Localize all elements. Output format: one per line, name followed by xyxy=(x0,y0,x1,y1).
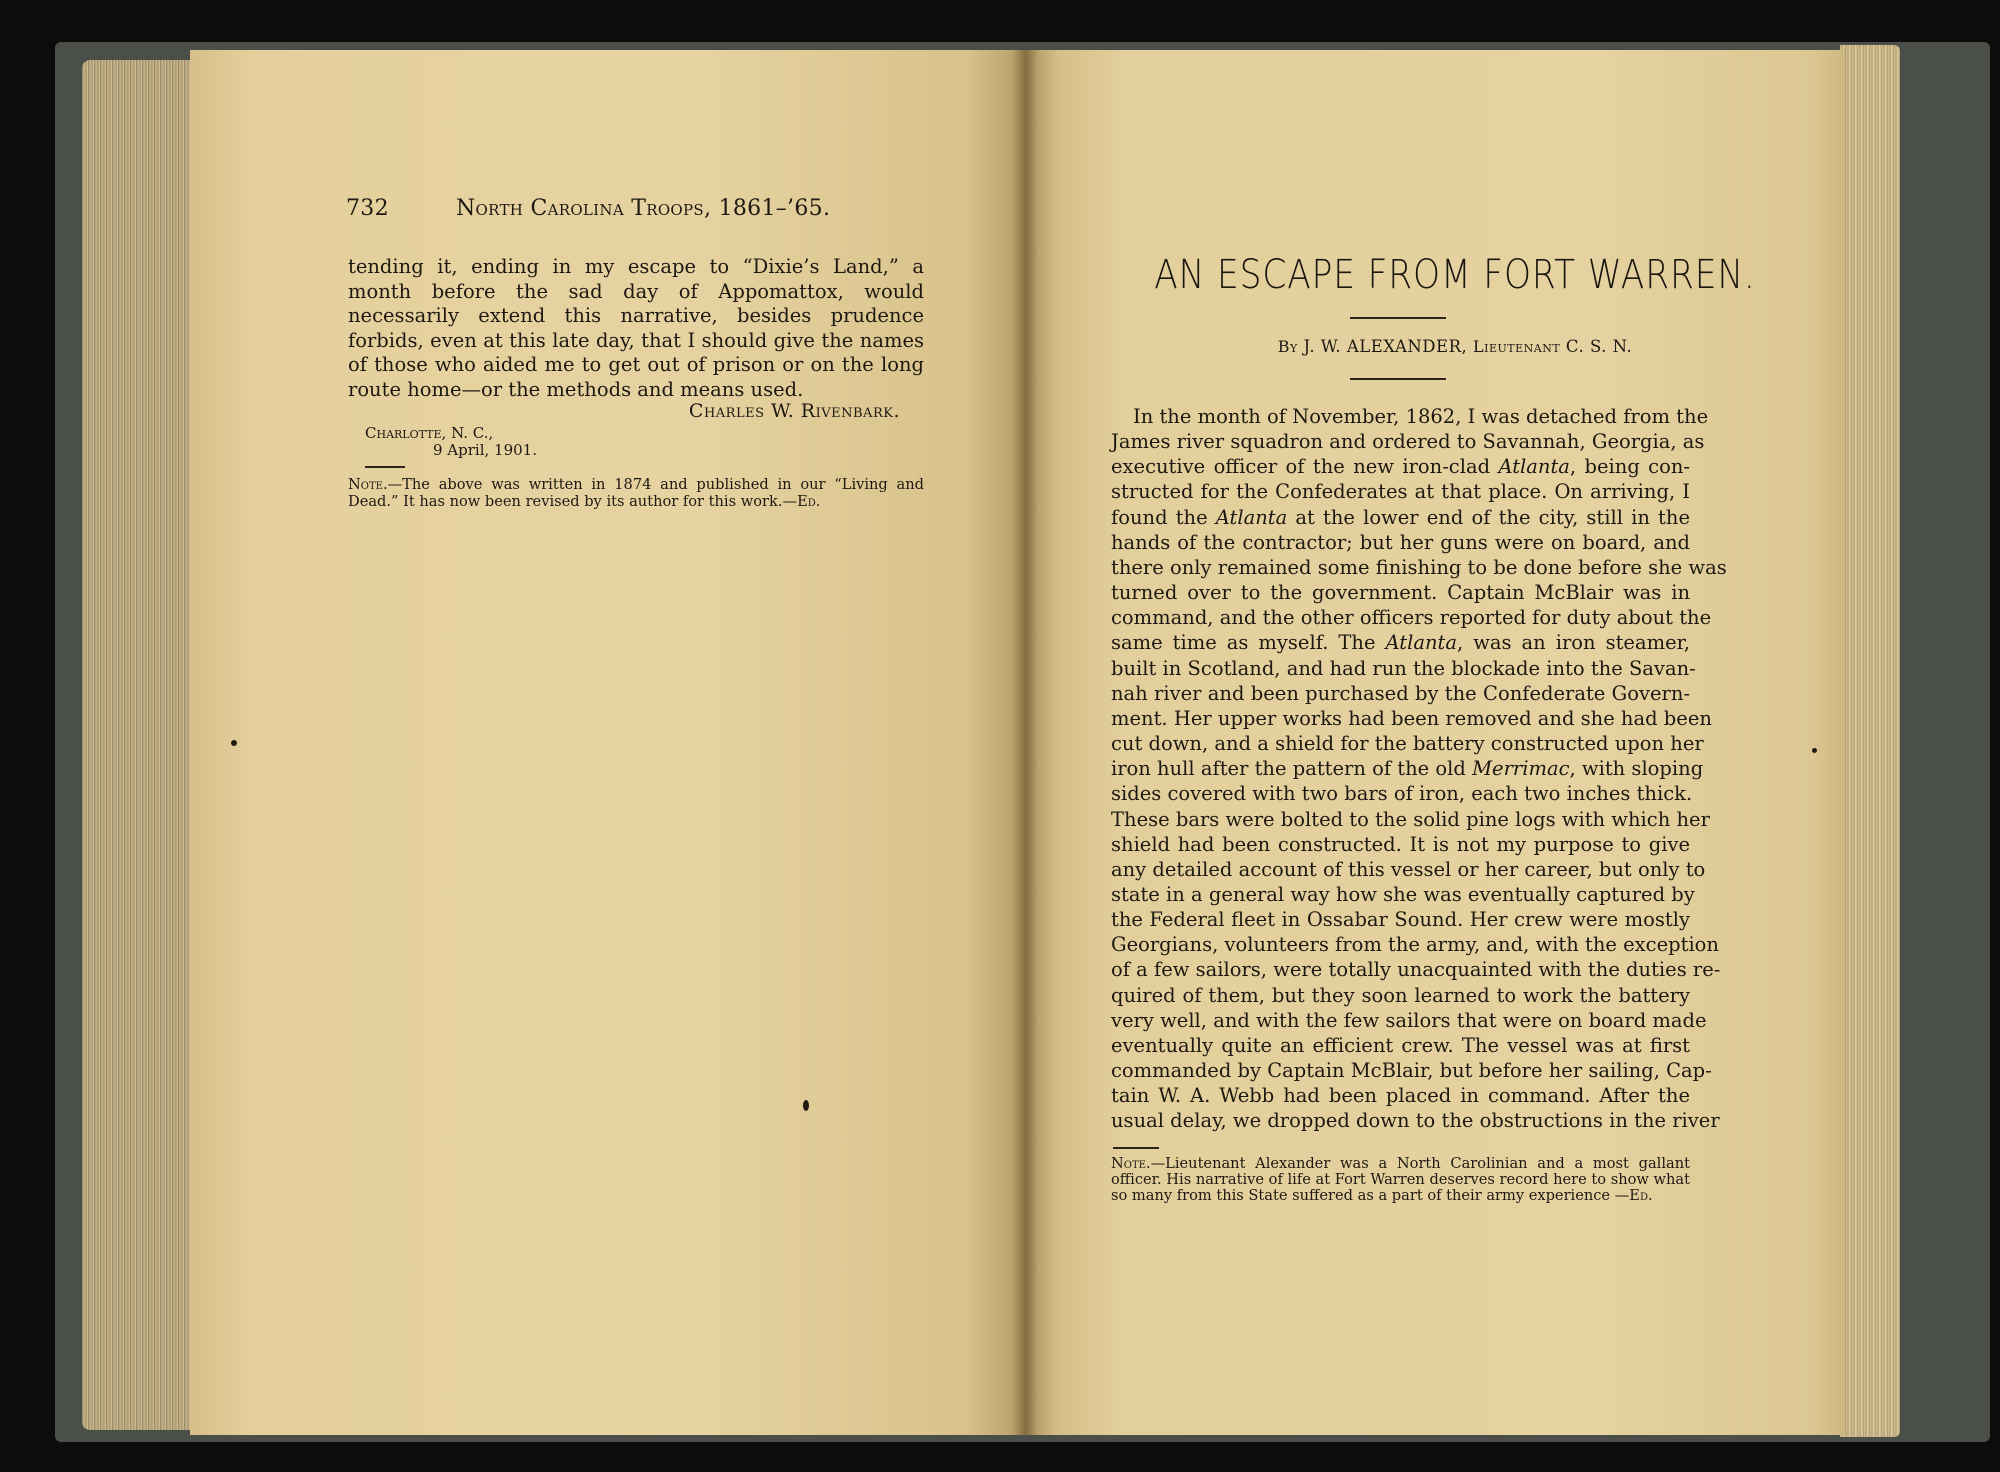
body-line: iron hull after the pattern of the old Merrimac, with sloping xyxy=(1111,757,1704,781)
body-line: shield had been constructed. It is not my purpose to give xyxy=(1111,832,1690,856)
left-note-text: —The above was written in 1874 and published in our “Living and Dead.” It has now been revised by its author for this work.— xyxy=(348,476,924,510)
signature-date: 9 April, 1901. xyxy=(433,441,537,459)
ship-name: Atlanta xyxy=(1385,631,1457,655)
title-rule-top xyxy=(1350,317,1446,319)
running-head-title: North Carolina Troops, 1861–’65. xyxy=(456,196,831,221)
ship-name: Atlanta xyxy=(1498,455,1570,479)
ship-name: Merrimac xyxy=(1472,757,1570,781)
body-line: hands of the contractor; but her guns were on board, and xyxy=(1111,530,1690,554)
body-line: nah river and been purchased by the Confederate Govern- xyxy=(1111,681,1690,705)
page-edges-right xyxy=(1840,45,1900,1437)
body-line: sides covered with two bars of iron, each two inches thick. xyxy=(1111,782,1693,806)
body-line: same time as myself. The Atlanta, was an iron steamer, xyxy=(1111,631,1690,655)
running-head xyxy=(346,196,926,221)
footnote-rule xyxy=(365,466,405,468)
left-note-editor: Ed. xyxy=(797,492,821,510)
right-footnote xyxy=(1111,1156,1690,1204)
left-note-label: Note. xyxy=(348,476,388,493)
page-number: 732 xyxy=(346,196,389,221)
book-gutter xyxy=(1012,50,1038,1435)
right-note-editor: Ed. xyxy=(1629,1187,1653,1204)
byline xyxy=(1100,337,1810,356)
byline-name: J. W. ALEXANDER, xyxy=(1303,337,1468,356)
body-line: there only remained some finishing to be done before she was xyxy=(1111,555,1727,579)
body-line: turned over to the government. Captain McBlair was in xyxy=(1111,581,1690,605)
body-line: state in a general way how she was eventually captured by xyxy=(1111,882,1695,906)
ship-name: Atlanta xyxy=(1215,505,1288,529)
body-line: usual delay, we dropped down to the obstructions in the river xyxy=(1111,1109,1720,1133)
body-line: any detailed account of this vessel or her career, but only to xyxy=(1111,857,1706,881)
body-line: Georgians, volunteers from the army, and, with the exception xyxy=(1111,933,1719,957)
paper-speck xyxy=(1812,748,1817,753)
page-edges-left xyxy=(82,60,200,1430)
paper-speck xyxy=(231,740,237,746)
body-line: In the month of November, 1862, I was detached from the xyxy=(1133,405,1709,428)
signature-place: Charlotte, N. C., xyxy=(365,424,494,442)
body-line: very well, and with the few sailors that were on board made xyxy=(1111,1008,1707,1032)
right-note-label: Note. xyxy=(1111,1155,1151,1172)
body-line: eventually quite an efficient crew. The vessel was at first xyxy=(1111,1033,1690,1057)
body-line: commanded by Captain McBlair, but before her sailing, Cap- xyxy=(1111,1059,1712,1083)
byline-rank: Lieutenant xyxy=(1473,337,1561,356)
right-footnote-rule xyxy=(1113,1147,1159,1149)
byline-by: By xyxy=(1277,337,1298,356)
title-rule-bottom xyxy=(1350,378,1446,380)
body-line: structed for the Confederates at that place. On arriving, I xyxy=(1111,480,1690,504)
body-line: built in Scotland, and had run the blockade into the Savan- xyxy=(1111,656,1696,680)
left-body-text: tending it, ending in my escape to “Dixie’s Land,” a month before the sad day of Appomattox, would necessarily extend this narrative, besides prudence forbids, even at this late day, that I should give the names of those who aided me to get out of prison or on the long route home—or the methods and means used. xyxy=(348,255,924,401)
body-line: the Federal fleet in Ossabar Sound. Her crew were mostly xyxy=(1111,908,1690,932)
right-body-text xyxy=(1111,404,1727,1134)
body-line: executive officer of the new iron-clad Atlanta, being con- xyxy=(1111,455,1690,479)
body-line: of a few sailors, were totally unacquainted with the duties re- xyxy=(1111,958,1721,982)
body-line: ment. Her upper works had been removed and she had been xyxy=(1111,706,1712,730)
body-line: quired of them, but they soon learned to work the battery xyxy=(1111,983,1690,1007)
article-title: AN ESCAPE FROM FORT WARREN. xyxy=(1154,252,1756,298)
body-line: cut down, and a shield for the battery constructed upon her xyxy=(1111,732,1704,756)
left-footnote xyxy=(348,477,924,510)
body-line: James river squadron and ordered to Savannah, Georgia, as xyxy=(1111,430,1705,454)
paper-speck xyxy=(803,1100,809,1111)
body-line: These bars were bolted to the solid pine logs with which her xyxy=(1111,807,1710,831)
byline-service: C. S. N. xyxy=(1565,337,1633,356)
body-line: tain W. A. Webb had been placed in command. After the xyxy=(1111,1084,1690,1108)
author-signature: Charles W. Rivenbark. xyxy=(688,400,900,422)
right-note-text: —Lieutenant Alexander was a North Carolinian and a most gallant officer. His narrative of life at Fort Warren deserves record here to show what so many from this State suffered as a part of their army experience — xyxy=(1111,1155,1690,1204)
body-line: command, and the other officers reported for duty about the xyxy=(1111,606,1712,630)
body-line: found the Atlanta at the lower end of the city, still in the xyxy=(1111,505,1690,529)
